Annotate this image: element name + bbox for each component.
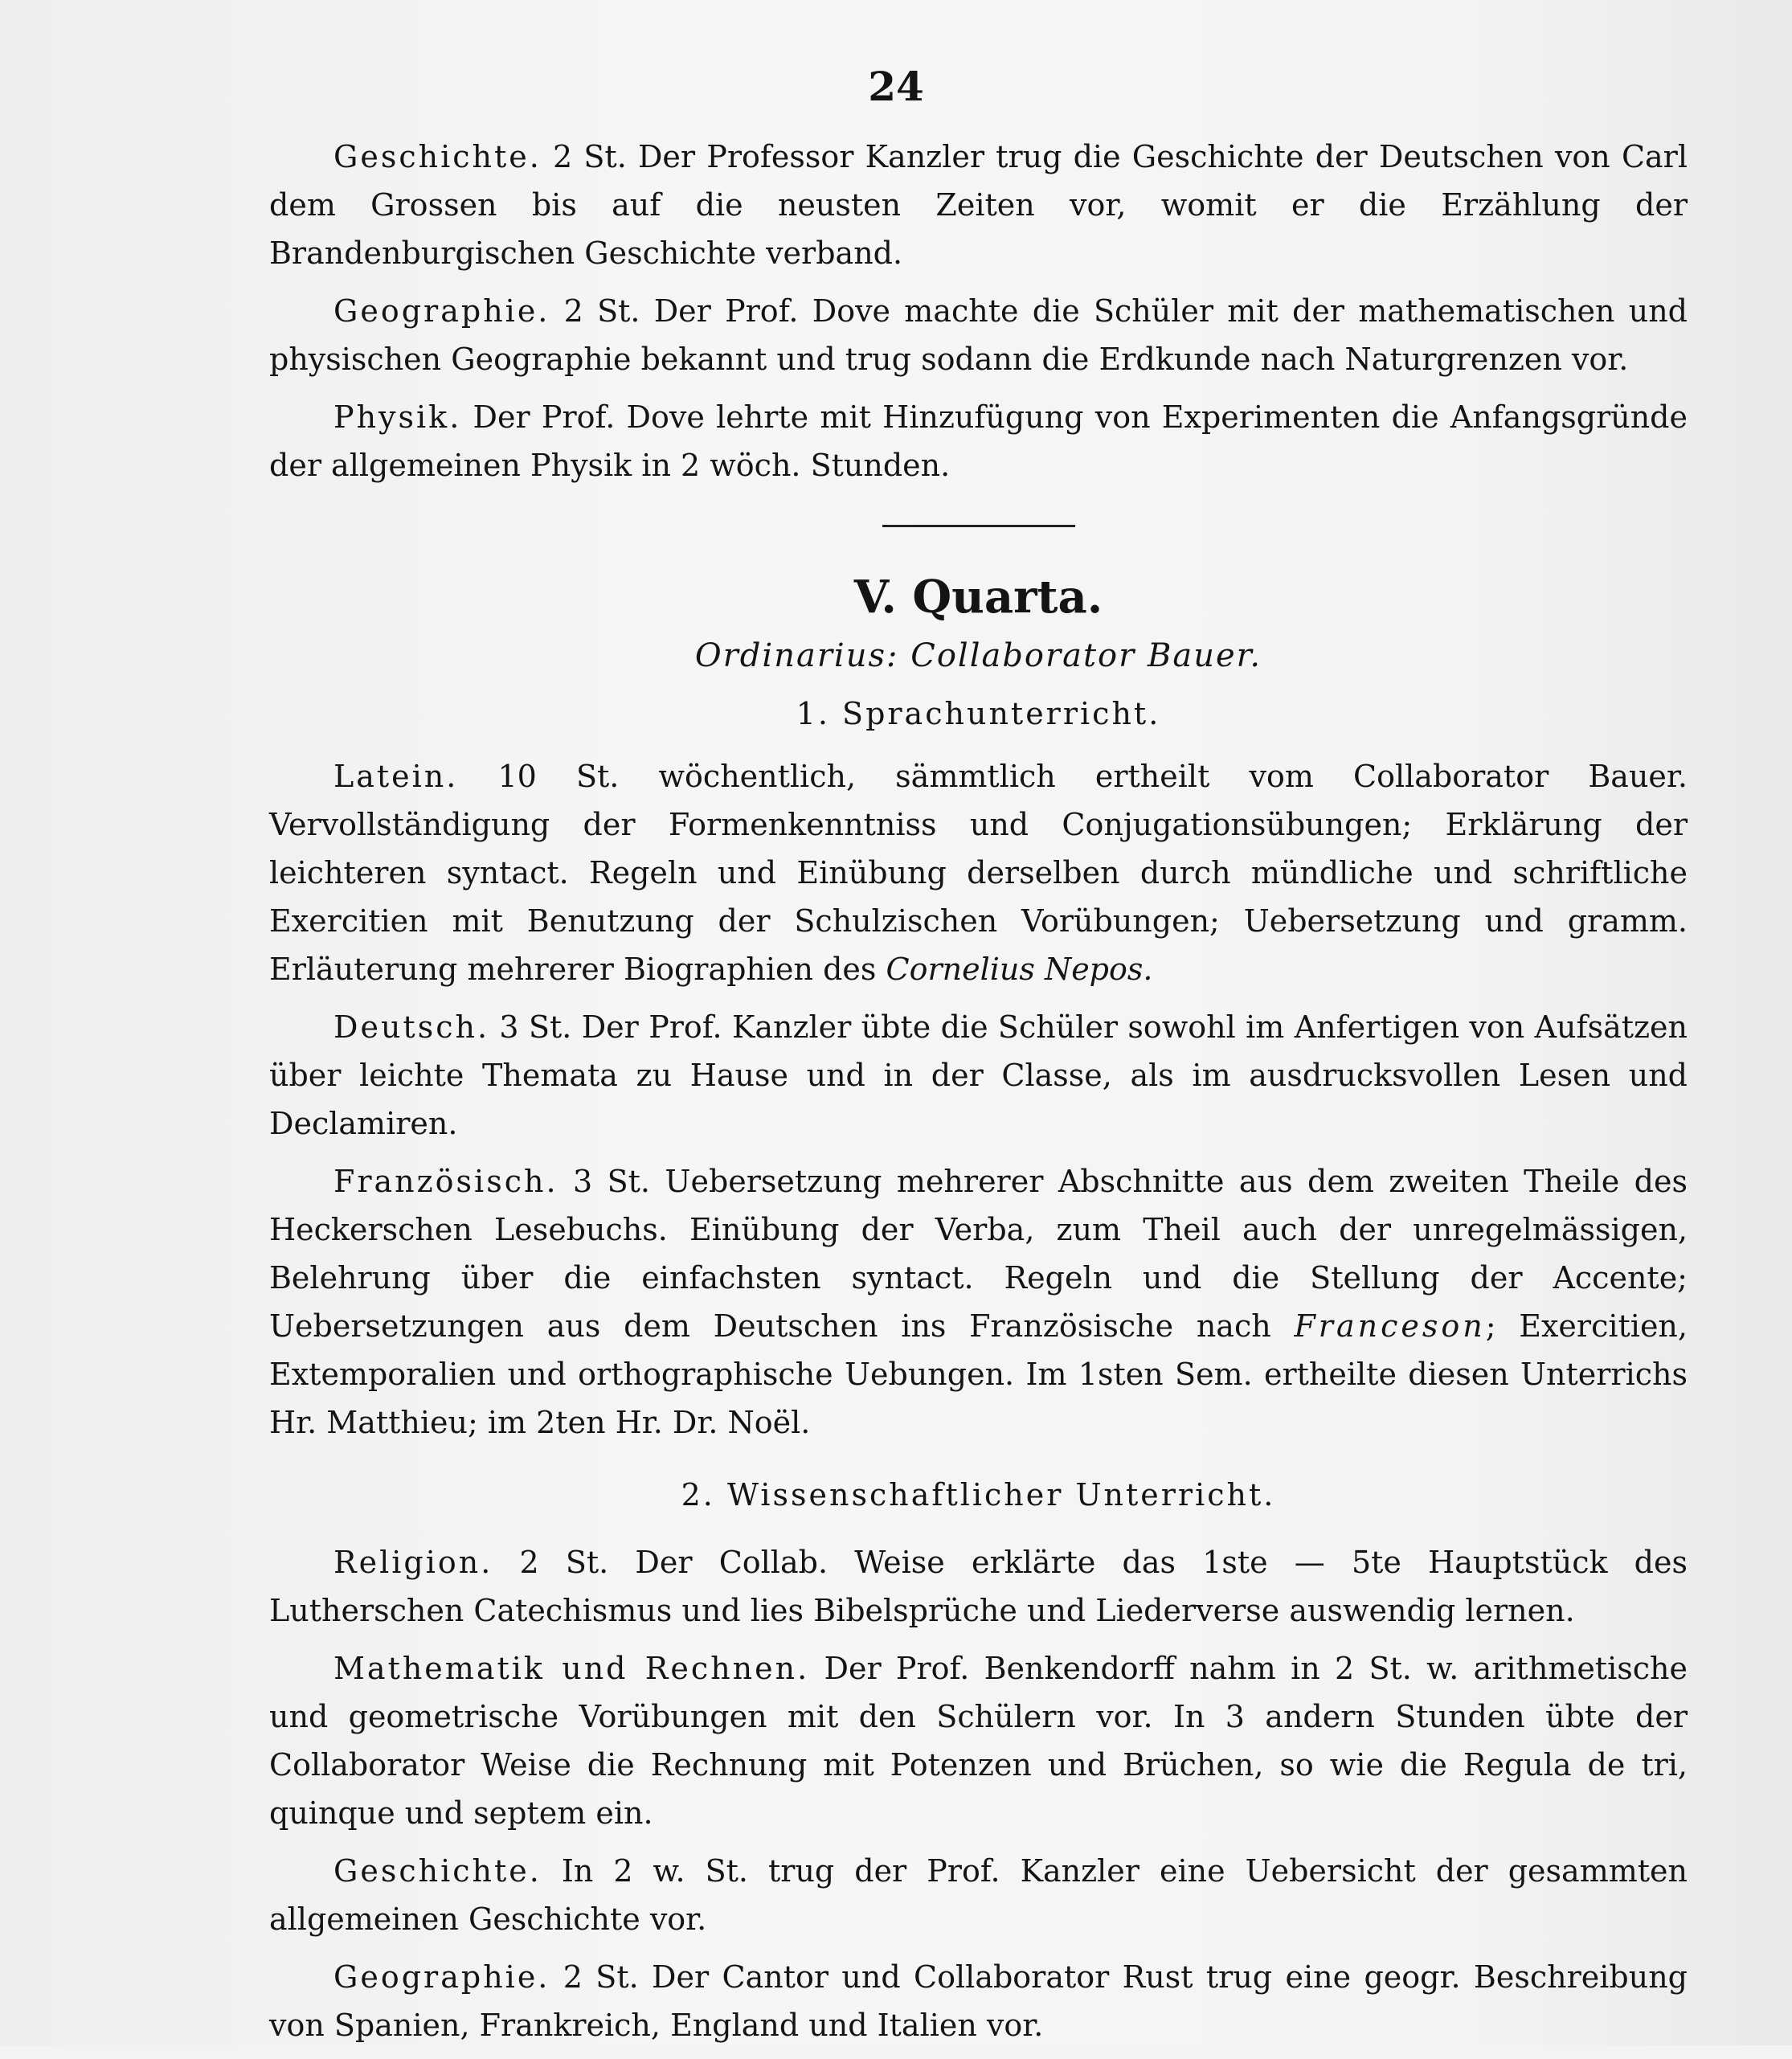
subject-heading: Französisch.	[333, 1164, 558, 1199]
subsection-heading-sprachunterricht: 1. Sprachunterricht.	[796, 696, 1161, 731]
paragraph-text: 10 St. wöchentlich, sämmtlich ertheilt vom Collaborator Bauer. Vervollständigung der Formenkenntniss und Conjugationsübungen; Erklärung der leichteren syntact. Regeln und Einübung derselben durch mündliche und schriftliche Exercitien mit Benutzung der Schulzischen Vorübungen; Uebersetzung und gramm. Erläuterung mehrerer Biographien des	[269, 759, 1688, 987]
subject-heading: Physik.	[333, 399, 462, 435]
subject-heading: Geschichte.	[333, 139, 542, 174]
paragraph-mathematik	[269, 1644, 1688, 1837]
paragraph-deutsch	[269, 1003, 1688, 1148]
paragraph-text: 3 St. Uebersetzung mehrerer Abschnitte aus dem zweiten Theile des Heckerschen Lesebuchs. Einübung der Verba, zum Theil auch der unregelmässigen, Belehrung über die einfachsten syntact. Regeln und die Stellung der Accente; Uebersetzungen aus dem Deutschen ins Französische nach	[269, 1164, 1688, 1344]
paragraph-geschichte	[269, 1847, 1688, 1943]
italic-author: Franceson	[1294, 1308, 1486, 1344]
paragraph-text: 2 St. Der Professor Kanzler trug die Geschichte der Deutschen von Carl dem Grossen bis auf die neusten Zeiten vor, womit er die Erzählung der Brandenburgischen Geschichte verband.	[269, 139, 1688, 271]
subject-heading: Mathematik und Rechnen.	[333, 1651, 810, 1686]
section-divider	[882, 525, 1075, 527]
paragraph-geschichte-top	[269, 133, 1688, 277]
subject-heading: Deutsch.	[333, 1009, 490, 1045]
section-title: V. Quarta.	[853, 571, 1103, 624]
paragraph-text: Der Prof. Benkendorff nahm in 2 St. w. arithmetische und geometrische Vorübungen mit den Schülern vor. In 3 andern Stunden übte der Collaborator Weise die Rechnung mit Potenzen und Brüchen, so wie die Regula de tri, quinque und septem ein.	[269, 1651, 1688, 1831]
subject-heading: Geographie.	[333, 1959, 550, 1995]
paragraph-text: 2 St. Der Collab. Weise erklärte das 1ste — 5te Hauptstück des Lutherschen Catechismus und lies Bibelsprüche und Liederverse auswendig lernen.	[269, 1545, 1688, 1628]
paragraph-latein	[269, 752, 1688, 993]
subsection-heading-wissenschaftlicher: 2. Wissenschaftlicher Unterricht.	[681, 1477, 1276, 1513]
subject-heading: Geschichte.	[333, 1853, 542, 1889]
body-text	[269, 133, 1688, 2059]
paragraph-religion	[269, 1538, 1688, 1635]
paragraph-geographie-top	[269, 287, 1688, 383]
page-number: 24	[868, 63, 924, 110]
paragraph-text: In 2 w. St. trug der Prof. Kanzler eine Uebersicht der gesammten allgemeinen Geschichte vor.	[269, 1853, 1688, 1937]
subject-heading: Religion.	[333, 1545, 493, 1580]
paragraph-franzoesisch	[269, 1157, 1688, 1447]
italic-author: Cornelius Nepos.	[886, 952, 1153, 987]
ordinarius-line: Ordinarius: Collaborator Bauer.	[694, 637, 1262, 674]
subject-heading: Latein.	[333, 759, 459, 794]
subject-heading: Geographie.	[333, 293, 550, 329]
paragraph-geographie	[269, 1953, 1688, 2049]
paragraph-text: 2 St. Der Prof. Dove machte die Schüler mit der mathematischen und physischen Geographie bekannt und trug sodann die Erdkunde nach Naturgrenzen vor.	[269, 293, 1688, 377]
paragraph-text: ; Exercitien, Extemporalien und orthographische Uebungen. Im 1sten Sem. ertheilte diesen Unterrichs Hr. Matthieu; im 2ten Hr. Dr. Noël.	[269, 1308, 1688, 1440]
paragraph-text: 3 St. Der Prof. Kanzler übte die Schüler sowohl im Anfertigen von Aufsätzen über leichte Themata zu Hause und in der Classe, als im ausdrucksvollen Lesen und Declamiren.	[269, 1009, 1688, 1141]
paragraph-physik	[269, 393, 1688, 489]
paragraph-text: Der Prof. Dove lehrte mit Hinzufügung von Experimenten die Anfangsgründe der allgemeinen Physik in 2 wöch. Stunden.	[269, 399, 1688, 483]
paragraph-text: 2 St. Der Cantor und Collaborator Rust trug eine geogr. Beschreibung von Spanien, Frankreich, England und Italien vor.	[269, 1959, 1688, 2043]
